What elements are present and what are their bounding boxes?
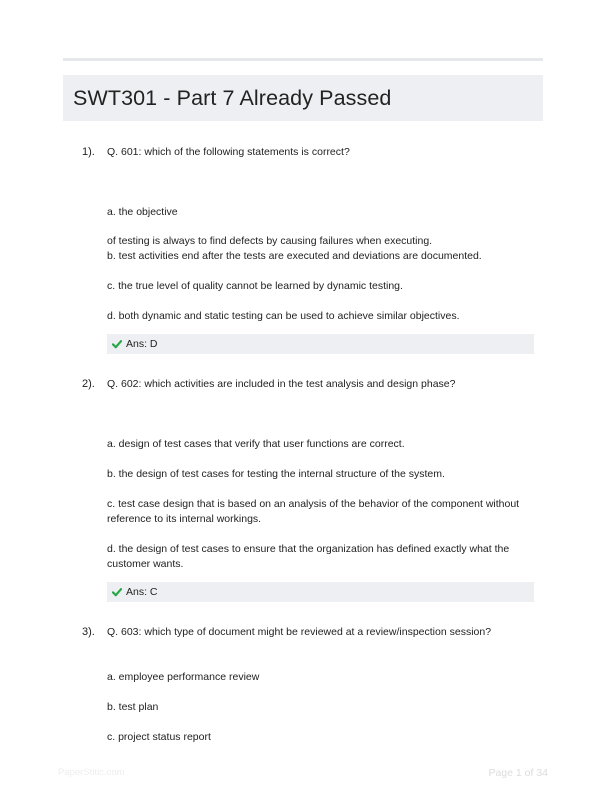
question-2-option-b: b. the design of test cases for testing the internal structure of the system.	[107, 468, 445, 480]
question-2-number: 2).	[82, 378, 95, 390]
question-2-option-d: d. the design of test cases to ensure that the organization has defined exactly what the customer wants.	[107, 543, 510, 570]
check-icon	[112, 339, 122, 349]
question-1-option-b: b. test activities end after the tests are executed and deviations are documented.	[107, 250, 482, 262]
question-1-option-c: c. the true level of quality cannot be learned by dynamic testing.	[107, 280, 403, 292]
question-1-option-d: d. both dynamic and static testing can be used to achieve similar objectives.	[107, 310, 460, 322]
question-1-number: 1).	[82, 146, 95, 158]
question-2-option-c: c. test case design that is based on an analysis of the behavior of the component without reference to its internal workings.	[107, 498, 520, 525]
question-1-option-a: a. the objective	[107, 206, 178, 218]
question-1-answer-box	[107, 334, 534, 354]
page-title: SWT301 - Part 7 Already Passed	[73, 85, 392, 110]
top-divider	[63, 58, 543, 61]
question-3-option-c: c. project status report	[107, 731, 211, 743]
check-icon	[112, 587, 122, 597]
question-3-number: 3).	[82, 626, 95, 638]
question-3-option-b: b. test plan	[107, 701, 159, 713]
question-2-answer: Ans: C	[126, 586, 158, 598]
question-3-text: Q. 603: which type of document might be reviewed at a review/inspection session?	[107, 626, 492, 638]
question-1-text: Q. 601: which of the following statements is correct?	[107, 146, 350, 158]
footer-watermark: PaperStitic.com	[58, 767, 125, 778]
question-3-option-a: a. employee performance review	[107, 671, 260, 683]
question-1-answer: Ans: D	[126, 338, 158, 350]
question-1-option-a-continued: of testing is always to find defects by causing failures when executing.	[107, 235, 433, 247]
question-2-text: Q. 602: which activities are included in the test analysis and design phase?	[107, 378, 456, 390]
title-banner	[63, 75, 543, 121]
question-2-answer-box	[107, 582, 534, 602]
question-2-option-a: a. design of test cases that verify that user functions are correct.	[107, 438, 405, 450]
page-number: Page 1 of 34	[488, 767, 548, 779]
